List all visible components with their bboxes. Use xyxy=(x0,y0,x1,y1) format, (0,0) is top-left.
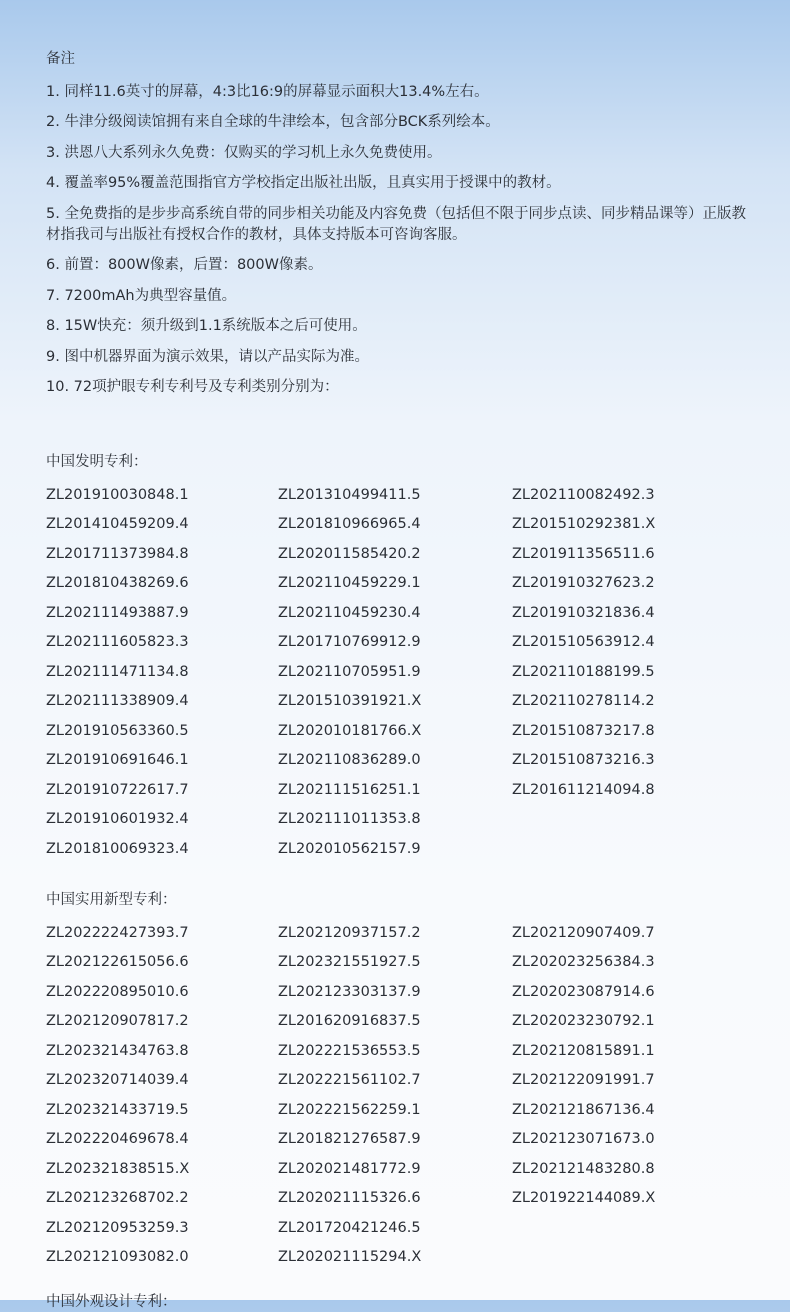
patent-number: ZL202321433719.5 xyxy=(46,1101,189,1118)
patent-number: ZL202110836289.0 xyxy=(278,752,421,769)
patent-number: ZL201510873217.8 xyxy=(512,722,655,739)
patent-number: ZL201510563912.4 xyxy=(512,634,655,651)
patent-number: ZL202110188199.5 xyxy=(512,663,655,680)
invention-patents-title: 中国发明专利： xyxy=(46,454,148,470)
notes-heading: 备注 xyxy=(46,51,75,67)
design-patents-title: 中国外观设计专利： xyxy=(46,1294,177,1310)
note-item: 10. 72项护眼专利专利号及专利类别分别为： xyxy=(46,379,339,395)
patent-number: ZL202220469678.4 xyxy=(46,1131,189,1148)
patent-number: ZL202321434763.8 xyxy=(46,1042,189,1059)
patent-number: ZL201510391921.X xyxy=(278,693,422,710)
patent-number: ZL202321838515.X xyxy=(46,1160,190,1177)
patent-number: ZL202111011353.8 xyxy=(278,811,421,828)
patent-number: ZL201711373984.8 xyxy=(46,545,189,562)
patent-number: ZL202110459229.1 xyxy=(278,575,421,592)
patent-number: ZL201910563360.5 xyxy=(46,722,189,739)
patent-number: ZL202123268702.2 xyxy=(46,1190,189,1207)
patent-number: ZL202123071673.0 xyxy=(512,1131,655,1148)
patent-number: ZL202220895010.6 xyxy=(46,983,189,1000)
notes-section xyxy=(46,47,746,398)
patent-number: ZL201911356511.6 xyxy=(512,545,655,562)
patent-number: ZL202011585420.2 xyxy=(278,545,421,562)
utility-patents-title: 中国实用新型专利： xyxy=(46,892,177,908)
patent-number: ZL201821276587.9 xyxy=(278,1131,421,1148)
patent-number: ZL201810069323.4 xyxy=(46,840,189,857)
patent-number: ZL201910030848.1 xyxy=(46,486,189,503)
note-item: 2. 牛津分级阅读馆拥有来自全球的牛津绘本，包含部分BCK系列绘本。 xyxy=(46,114,500,130)
note-item: 9. 图中机器界面为演示效果，请以产品实际为准。 xyxy=(46,348,369,365)
invention-patents-section xyxy=(46,451,746,864)
patent-number: ZL202121093082.0 xyxy=(46,1249,189,1266)
patent-number: ZL202121867136.4 xyxy=(512,1101,655,1118)
patent-number: ZL202111605823.3 xyxy=(46,634,189,651)
patent-number: ZL202123303137.9 xyxy=(278,983,421,1000)
patent-number: ZL202111493887.9 xyxy=(46,604,189,621)
patent-number: ZL202021481772.9 xyxy=(278,1160,421,1177)
note-item: 1. 同样11.6英寸的屏幕，4:3比16:9的屏幕显示面积大13.4%左右。 xyxy=(46,83,489,100)
patent-number: ZL201410459209.4 xyxy=(46,516,189,533)
note-item: 8. 15W快充：须升级到1.1系统版本之后可使用。 xyxy=(46,318,367,334)
patent-number: ZL201910601932.4 xyxy=(46,811,189,828)
patent-number: ZL202110082492.3 xyxy=(512,486,655,503)
patent-number: ZL202023230792.1 xyxy=(512,1013,655,1030)
patent-number: ZL202110459230.4 xyxy=(278,604,421,621)
patent-number: ZL202221561102.7 xyxy=(278,1072,421,1089)
patent-number: ZL201810438269.6 xyxy=(46,575,189,592)
patent-number: ZL202222427393.7 xyxy=(46,924,189,941)
patent-number: ZL201611214094.8 xyxy=(512,781,655,798)
patent-number: ZL202122091991.7 xyxy=(512,1072,655,1089)
invention-patent-grid xyxy=(46,480,746,864)
patent-number: ZL202121483280.8 xyxy=(512,1160,655,1177)
patent-number: ZL202120953259.3 xyxy=(46,1219,189,1236)
patent-number: ZL202120815891.1 xyxy=(512,1042,655,1059)
patent-number: ZL202321551927.5 xyxy=(278,954,421,971)
patent-number: ZL202111516251.1 xyxy=(278,781,421,798)
patent-number: ZL202120937157.2 xyxy=(278,924,421,941)
patent-number: ZL201910321836.4 xyxy=(512,604,655,621)
patent-number: ZL201810966965.4 xyxy=(278,516,421,533)
patent-number: ZL202010181766.X xyxy=(278,722,422,739)
patent-number: ZL201922144089.X xyxy=(512,1190,656,1207)
patent-number: ZL201910722617.7 xyxy=(46,781,189,798)
note-item: 4. 覆盖率95%覆盖范围指官方学校指定出版社出版，且真实用于授课中的教材。 xyxy=(46,175,561,191)
note-item: 3. 洪恩八大系列永久免费：仅购买的学习机上永久免费使用。 xyxy=(46,144,442,161)
patent-number: ZL201710769912.9 xyxy=(278,634,421,651)
utility-patents-section xyxy=(46,889,746,1272)
patent-number: ZL202110705951.9 xyxy=(278,663,421,680)
patent-number: ZL201510873216.3 xyxy=(512,752,655,769)
patent-number: ZL202023256384.3 xyxy=(512,954,655,971)
note-item: 6. 前置：800W像素，后置：800W像素。 xyxy=(46,257,323,273)
patent-number: ZL201910327623.2 xyxy=(512,575,655,592)
patent-number: ZL201620916837.5 xyxy=(278,1013,421,1030)
patent-number: ZL201720421246.5 xyxy=(278,1219,421,1236)
note-item: 5. 全免费指的是步步高系统自带的同步相关功能及内容免费（包括但不限于同步点读、同步精品课等）正版教材指我司与出版社有授权合作的教材，具体支持版本可咨询客服。 xyxy=(46,205,746,243)
patent-number: ZL202023087914.6 xyxy=(512,983,655,1000)
patent-number: ZL202120907817.2 xyxy=(46,1013,189,1030)
patent-number: ZL201310499411.5 xyxy=(278,486,421,503)
patent-number: ZL202111471134.8 xyxy=(46,663,189,680)
patent-number: ZL202010562157.9 xyxy=(278,840,421,857)
utility-patent-grid xyxy=(46,918,746,1272)
note-item: 7. 7200mAh为典型容量值。 xyxy=(46,287,237,304)
patent-number: ZL202120907409.7 xyxy=(512,924,655,941)
patent-number: ZL202111338909.4 xyxy=(46,693,189,710)
patent-number: ZL202021115326.6 xyxy=(278,1190,421,1207)
patent-number: ZL202320714039.4 xyxy=(46,1072,189,1089)
patent-number: ZL202021115294.X xyxy=(278,1249,422,1266)
patent-number: ZL202122615056.6 xyxy=(46,954,189,971)
patent-number: ZL202110278114.2 xyxy=(512,693,655,710)
patent-number: ZL201910691646.1 xyxy=(46,752,189,769)
patent-number: ZL202221536553.5 xyxy=(278,1042,421,1059)
patent-number: ZL202221562259.1 xyxy=(278,1101,421,1118)
patent-number: ZL201510292381.X xyxy=(512,516,656,533)
